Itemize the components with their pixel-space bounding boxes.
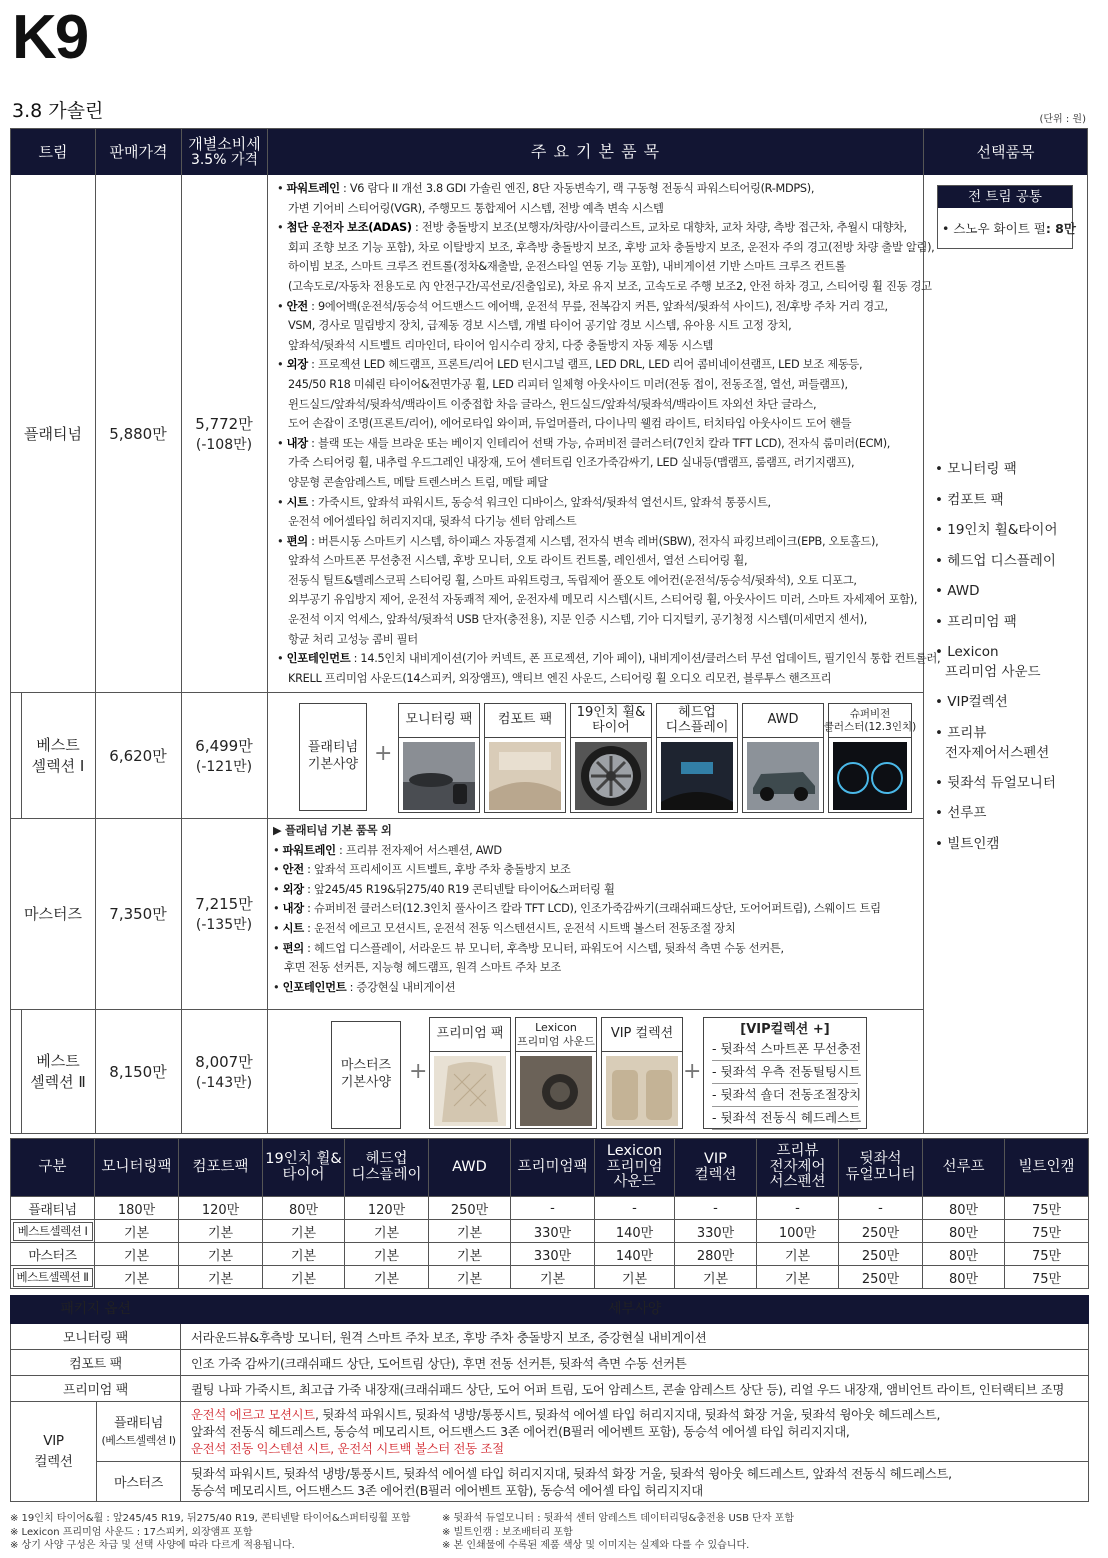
detail-col-header: 세부사양 xyxy=(181,1296,1089,1324)
feature-category: 인포테인먼트 xyxy=(282,980,347,994)
vip-masters-line2: 동승석 메모리시트, 어드밴스드 3존 에어컨(B필러 에어벤트 포함), 동승석 에어셀 타입 허리지지대 xyxy=(191,1482,703,1498)
vip-platinum-label xyxy=(97,1402,181,1462)
option-item: • 빌트인캠 xyxy=(935,835,1000,852)
monitoring-pack-detail: 서라운드뷰&후측방 모니터, 원격 스마트 주차 보조, 후방 주차 충돌방지 보조, 증강현실 내비게이션 xyxy=(181,1324,1089,1350)
tax-price-masters xyxy=(181,818,267,1009)
table-row xyxy=(11,1197,1089,1220)
table-cell: 기본 xyxy=(511,1266,595,1289)
price-value: 6,620만 xyxy=(109,746,167,765)
option-item: • 컴포트 팩 xyxy=(935,491,1004,508)
header-price-label: 판매가격 xyxy=(109,142,168,161)
table-cell: 75만 xyxy=(1005,1266,1089,1289)
table-cell: 250만 xyxy=(839,1243,923,1266)
feature-text: : 전방 충돌방지 보조(보행자/차량/사이클리스트, 교차로 대향차, 교차 차량, 측방 접근차, 추월시 대향차, xyxy=(411,221,907,235)
package-label: 슈퍼비전 클러스터(12.3인치) xyxy=(829,704,911,738)
price-best-selection-1 xyxy=(95,692,181,818)
tax-price-value: 8,007만 xyxy=(195,1052,253,1071)
header-options xyxy=(923,129,1087,175)
table-cell: 기본 xyxy=(345,1243,429,1266)
header-features xyxy=(267,129,923,175)
tax-diff: (-108만) xyxy=(195,437,253,453)
best-selection-2-packages xyxy=(331,1015,921,1133)
table-cell: 기본 xyxy=(345,1220,429,1243)
feature-line: 외부공기 유입방지 제어, 운전석 자동쾌적 제어, 운전자세 메모리 시스템(시트, 스티어링 휠, 아웃사이드 미러, 스마트 자세제어 포함), xyxy=(288,593,918,607)
comfort-pack-detail: 인조 가죽 감싸기(크래쉬패드 상단, 도어트림 상단), 후면 전동 선커튼, 뒷좌석 측면 수동 선커튼 xyxy=(181,1350,1089,1376)
table-cell: - xyxy=(595,1197,675,1220)
package-19inch-wheel xyxy=(570,703,652,813)
option-item: • 헤드업 디스플레이 xyxy=(935,552,1056,569)
trim-name-line1: 베스트 xyxy=(36,1052,80,1070)
vip-platinum-red-line: 운전석 전동 익스텐션 시트, 운전석 시트백 볼스터 전동 조절 xyxy=(191,1441,504,1456)
comfort-pack-image xyxy=(489,742,561,822)
table-cell: 기본 xyxy=(675,1266,757,1289)
price-value: 7,350만 xyxy=(109,905,167,923)
table-row xyxy=(11,1243,1089,1266)
awd-car-image xyxy=(747,742,819,822)
header-tax-price xyxy=(181,129,267,175)
option-item: • VIP컬렉션 xyxy=(935,694,1008,710)
tax-price-value: 7,215만 xyxy=(195,895,253,913)
package-label: VIP 컬렉션 xyxy=(602,1018,682,1052)
common-options-box xyxy=(937,185,1076,249)
feature-line: 하이빔 보조, 스마트 크루즈 컨트롤(정차&재출발, 운전스타일 연동 기능 포함), 내비게이션 기반 스마트 크루즈 컨트롤 xyxy=(288,260,846,274)
table-cell: 120만 xyxy=(179,1197,263,1220)
cluster-image xyxy=(833,742,907,822)
feature-line: 후면 전동 선커튼, 지능형 헤드램프, 원격 스마트 주차 보조 xyxy=(284,961,562,975)
vip-platinum-line1: , 뒷좌석 파워시트, 뒷좌석 냉방/통풍시트, 뒷좌석 에어셀 타입 허리지지대, 뒷좌석 화장 거울, 뒷좌석 윙아웃 헤드레스트, xyxy=(314,1407,941,1422)
vip-plus-list xyxy=(712,1038,862,1130)
option-item: • Lexicon xyxy=(935,644,999,660)
footnotes-right xyxy=(442,1512,1002,1553)
footnote: ※ Lexicon 프리미엄 사운드 : 17스피커, 외장앰프 포함 xyxy=(10,1526,253,1538)
feature-text: : V6 람다 II 개선 3.8 GDI 가솔린 엔진, 8단 자동변속기, 랙 구동형 전동식 파워스티어링(R-MDPS), xyxy=(339,182,815,195)
feature-text: : 앞245/45 R19&뒤275/40 R19 콘티넨탈 타이어&스퍼터링 휠 xyxy=(303,882,615,896)
spec-table xyxy=(10,128,1088,1134)
price-table-header: 구분 xyxy=(11,1139,95,1197)
vip-collection-label xyxy=(11,1402,97,1502)
feature-line: 가죽 스티어링 휠, 내추럴 우드그레인 내장재, 도어 센터트림 인조가죽감싸기, LED 실내등(맵램프, 룸램프, 러기지램프), xyxy=(288,456,855,470)
base-spec-line1: 플래티넘 xyxy=(307,740,359,756)
feature-category: 내장 xyxy=(282,902,304,916)
tax-diff: (-121만) xyxy=(195,758,253,775)
base-spec-line1: 마스터즈 xyxy=(340,1058,392,1074)
feature-line: • 편의 : 헤드업 디스플레이, 서라운드 뷰 모니터, 후측방 모니터, 파워도어 시스템, 뒷좌석 측면 수동 선커튼, xyxy=(273,941,784,955)
price-table-header: Lexicon 프리미엄 사운드 xyxy=(595,1139,675,1197)
table-cell: 280만 xyxy=(675,1243,757,1266)
table-cell: - xyxy=(675,1197,757,1220)
vip-masters-detail xyxy=(181,1462,1089,1502)
feature-category: 인포테인먼트 xyxy=(286,652,351,666)
package-awd xyxy=(742,703,824,813)
package-label: 컴포트 팩 xyxy=(485,704,565,738)
vip-platinum-line2: 앞좌석 전동식 헤드레스트, 동승석 메모리시트, 어드밴스드 3존 에어컨(B필러 에어벤트 포함), 동승석 에어셀 타입 허리지지대, xyxy=(191,1424,850,1439)
package-label: Lexicon 프리미엄 사운드 xyxy=(516,1018,596,1052)
footnote: ※ 본 인쇄물에 수록된 제품 색상 및 이미지는 실제와 다를 수 있습니다. xyxy=(442,1540,750,1551)
feature-text: : 프리뷰 전자제어 서스펜션, AWD xyxy=(335,843,502,857)
package-premium xyxy=(429,1017,511,1129)
common-option-item: • 스노우 화이트 펄 xyxy=(942,221,1046,236)
header-tax-line1: 개별소비세 xyxy=(188,134,261,153)
tax-price-best-selection-2 xyxy=(181,1009,267,1133)
package-label: 헤드업 디스플레이 xyxy=(657,704,737,738)
table-cell: 75만 xyxy=(1005,1220,1089,1243)
option-list xyxy=(935,459,1085,864)
table-cell: - xyxy=(757,1197,839,1220)
tax-diff: (-135만) xyxy=(195,917,253,933)
vip-plus-item: - 뒷좌석 스마트폰 무선충전 xyxy=(712,1038,858,1061)
table-cell: 기본 xyxy=(757,1243,839,1266)
feature-line: • 외장 : 프로젝션 LED 헤드램프, 프론트/리어 LED 턴시그널 램프, LED DRL, LED 리어 콤비네이션램프, LED 보조 제동등, xyxy=(277,358,863,372)
trim-name-line2: 셀렉션 Ⅰ xyxy=(31,757,85,775)
common-option-row xyxy=(938,208,1076,248)
price-masters xyxy=(95,818,181,1009)
package-label: 프리미엄 팩 xyxy=(430,1018,510,1052)
feature-category: 외장 xyxy=(286,358,308,372)
table-cell: 기본 xyxy=(429,1243,511,1266)
table-cell: 기본 xyxy=(95,1243,179,1266)
table-cell: 120만 xyxy=(345,1197,429,1220)
feature-line: 앞좌석/뒷좌석 시트벨트 리마인더, 타이어 임시수리 장치, 다중 충돌방지 자동 제동 시스템 xyxy=(288,338,714,352)
common-options-title: 전 트림 공통 xyxy=(938,186,1072,208)
option-item: • 모니터링 팩 xyxy=(935,461,1017,477)
wheel-image xyxy=(575,742,647,822)
platinum-feature-list xyxy=(277,179,941,688)
feature-line: • 안전 : 앞좌석 프리세이프 시트벨트, 후방 주차 충돌방지 보조 xyxy=(273,863,571,877)
table-cell: 기본 xyxy=(345,1266,429,1289)
price-table-header: 빌트인캠 xyxy=(1005,1139,1089,1197)
feature-category: 안전 xyxy=(286,299,308,313)
table-cell: 75만 xyxy=(1005,1197,1089,1220)
feature-text: : 운전석 에르고 모션시트, 운전석 전동 익스텐션시트, 운전석 시트백 볼스터 전동조절 장치 xyxy=(303,921,736,935)
plus-icon: + xyxy=(374,741,393,766)
vip-label-line2: 컬렉션 xyxy=(34,1453,73,1470)
table-cell: 기본 xyxy=(757,1266,839,1289)
section-title: 3.8 가솔린 xyxy=(12,100,104,122)
monitoring-pack-label: 모니터링 팩 xyxy=(11,1324,181,1350)
feature-line: 운전석 이지 억세스, 앞좌석/뒷좌석 USB 단자(충전용), 지문 인증 시스템, 기아 디지털키, 공기청정 시스템(미세먼지 센서), xyxy=(288,613,868,627)
table-row xyxy=(11,1220,1089,1243)
vip-plus-item: - 뒷좌석 우측 전동틸팅시트 xyxy=(712,1061,858,1084)
vip-plus-title: [VIP컬렉션 +] xyxy=(740,1022,830,1037)
trim-name: 플래티넘 xyxy=(24,425,82,443)
platinum-base-spec xyxy=(299,703,367,811)
table-cell: 140만 xyxy=(595,1220,675,1243)
feature-category: 파워트레인 xyxy=(286,182,340,195)
feature-category: 편의 xyxy=(286,534,308,548)
table-cell: 기본 xyxy=(95,1266,179,1289)
header-price xyxy=(95,129,181,175)
price-table-header: 프리미엄팩 xyxy=(511,1139,595,1197)
package-label: 모니터링 팩 xyxy=(399,704,479,738)
vip-platinum-detail xyxy=(181,1402,1089,1462)
option-item: • 뒷좌석 듀얼모니터 xyxy=(935,774,1056,791)
vip-plus-item: - 뒷좌석 전동식 헤드레스트 xyxy=(712,1107,858,1130)
table-cell: - xyxy=(511,1197,595,1220)
feature-line: 가변 기어비 스티어링(VGR), 주행모드 통합제어 시스템, 전방 예측 변속 시스템 xyxy=(288,201,664,215)
feature-text: : 가죽시트, 앞좌석 파워시트, 동승석 워크인 디바이스, 앞좌석/뒷좌석 열선시트, 앞좌석 통풍시트, xyxy=(307,495,771,509)
package-hud xyxy=(656,703,738,813)
option-item: 프리미엄 사운드 xyxy=(945,664,1041,680)
feature-line: • 인포테인먼트 : 증강현실 내비게이션 xyxy=(273,980,456,994)
table-row xyxy=(11,1266,1089,1289)
feature-category: 파워트레인 xyxy=(282,843,336,857)
table-cell: 기본 xyxy=(429,1266,511,1289)
package-vip xyxy=(601,1017,683,1129)
option-item: • 프리미엄 팩 xyxy=(935,613,1017,630)
package-lexicon xyxy=(515,1017,597,1129)
premium-seat-image xyxy=(434,1056,506,1136)
feature-category: 편의 xyxy=(282,941,304,955)
vip-platinum-label-line1: 플래티넘 xyxy=(113,1415,164,1431)
feature-text: : 버튼시동 스마트키 시스템, 하이패스 자동결제 시스템, 전자식 변속 레버(SBW), 전자식 파킹브레이크(EPB, 오토홀드), xyxy=(307,534,879,548)
feature-line: 전동식 틸트&텔레스코픽 스티어링 휠, 스마트 파워트렁크, 독립제어 풀오토 에어컨(운전석/동승석/뒷좌석), 오토 디포그, xyxy=(288,573,857,587)
table-cell: 330만 xyxy=(511,1243,595,1266)
table-cell: 기본 xyxy=(179,1220,263,1243)
vip-platinum-red-text: 운전석 에르고 모션시트 xyxy=(191,1407,315,1422)
feature-category: 외장 xyxy=(282,882,304,896)
feature-line: 양문형 콘솔암레스트, 메탈 트렌스버스 트림, 메탈 페달 xyxy=(288,475,548,489)
trim-name: 마스터즈 xyxy=(24,905,82,923)
feature-line: • 외장 : 앞245/45 R19&뒤275/40 R19 콘티넨탈 타이어&스퍼터링 휠 xyxy=(273,882,615,896)
comfort-pack-label: 컴포트 팩 xyxy=(11,1350,181,1376)
table-cell: 330만 xyxy=(511,1220,595,1243)
package-supervision-cluster xyxy=(823,703,917,813)
option-item: • 선루프 xyxy=(935,805,987,821)
vip-masters-line1: 뒷좌석 파워시트, 뒷좌석 냉방/통풍시트, 뒷좌석 에어셀 타입 허리지지대, 뒷좌석 화장 거울, 뒷좌석 윙아웃 헤드레스트, 앞좌석 전동식 헤드레스트, xyxy=(191,1465,952,1481)
feature-line: 245/50 R18 미쉐린 타이어&전면가공 휠, LED 리피터 일체형 아웃사이드 미러(전동 접이, 전동조절, 열선, 퍼들램프), xyxy=(288,377,848,391)
price-table-header: AWD xyxy=(429,1139,511,1197)
price-table-header: 뒷좌석 듀얼모니터 xyxy=(839,1139,923,1197)
table-cell: 기본 xyxy=(595,1266,675,1289)
price-table-header: 컴포트팩 xyxy=(179,1139,263,1197)
feature-category: 안전 xyxy=(282,863,304,877)
table-cell: 기본 xyxy=(263,1266,345,1289)
table-cell: 140만 xyxy=(595,1243,675,1266)
trim-best-selection-1 xyxy=(21,692,95,818)
table-cell: 기본 xyxy=(429,1220,511,1243)
vip-label-line1: VIP xyxy=(43,1433,64,1450)
feature-line: 항균 처리 고성능 콤비 필터 xyxy=(288,632,418,646)
feature-line: • 안전 : 9에어백(운전석/동승석 어드밴스드 에어백, 운전석 무릎, 전복감지 커튼, 앞좌석/뒷좌석 사이드), 전/후방 주차 거리 경고, xyxy=(277,299,888,313)
vip-platinum-label-line2: (베스트셀렉션 Ⅰ) xyxy=(101,1433,176,1447)
feature-text: : 슈퍼비전 클러스터(12.3인치 풀사이즈 칼라 TFT LCD), 인조가죽감싸기(크래쉬패드상단, 도어어퍼트림), 스웨이드 트림 xyxy=(303,902,881,916)
hud-image xyxy=(661,742,733,822)
feature-line: • 편의 : 버튼시동 스마트키 시스템, 하이패스 자동결제 시스템, 전자식 변속 레버(SBW), 전자식 파킹브레이크(EPB, 오토홀드), xyxy=(277,534,879,548)
table-cell: 80만 xyxy=(263,1197,345,1220)
price-table-header: 선루프 xyxy=(923,1139,1005,1197)
table-cell: 80만 xyxy=(923,1266,1005,1289)
tax-price-platinum xyxy=(181,175,267,692)
footnote: ※ 뒷좌석 듀얼모니터 : 뒷좌석 센터 암레스트 데이터리딩&충전용 USB 단자 포함 xyxy=(442,1513,794,1524)
package-label: AWD xyxy=(743,704,823,738)
row-label: 플래티넘 xyxy=(11,1197,95,1220)
brand-logo: K9 xyxy=(12,3,88,72)
tax-price-best-selection-1 xyxy=(181,692,267,818)
feature-text: : 앞좌석 프리세이프 시트벨트, 후방 주차 충돌방지 보조 xyxy=(303,863,571,877)
price-value: 5,880만 xyxy=(109,425,167,443)
feature-line: KRELL 프리미엄 사운드(14스피커, 외장앰프), 액티브 엔진 사운드, 스티어링 휠 오디오 리모컨, 블루투스 핸즈프리 xyxy=(288,671,832,685)
table-cell: 100만 xyxy=(757,1220,839,1243)
feature-line: • 첨단 운전자 보조(ADAS) : 전방 충돌방지 보조(보행자/차량/사이클리스트, 교차로 대향차, 교차 차량, 측방 접근차, 추월시 대향차, xyxy=(277,221,907,235)
feature-line: • 내장 : 블랙 또는 새들 브라운 또는 베이지 인테리어 선택 가능, 슈퍼비전 클러스터(7인치 칼라 TFT LCD), 전자식 룸미러(ECM), xyxy=(277,436,891,450)
feature-line: 운전석 에어셀타입 허리지지대, 뒷좌석 다기능 센터 암레스트 xyxy=(288,515,577,529)
feature-line: • 시트 : 가죽시트, 앞좌석 파워시트, 동승석 워크인 디바이스, 앞좌석/뒷좌석 열선시트, 앞좌석 통풍시트, xyxy=(277,495,771,509)
row-label: 베스트셀렉션 Ⅱ xyxy=(11,1266,95,1289)
unit-note: (단위 : 원) xyxy=(1039,114,1086,125)
feature-line: • 시트 : 운전석 에르고 모션시트, 운전석 전동 익스텐션시트, 운전석 시트백 볼스터 전동조절 장치 xyxy=(273,921,736,935)
trim-platinum xyxy=(11,175,95,692)
feature-heading: ▶ 플래티넘 기본 품목 외 xyxy=(273,824,392,837)
base-spec-line2: 기본사양 xyxy=(340,1075,392,1090)
price-table-header: 프리뷰 전자제어 서스펜션 xyxy=(757,1139,839,1197)
header-options-label: 선택품목 xyxy=(976,142,1035,161)
vip-seat-image xyxy=(606,1056,678,1136)
plus-icon: + xyxy=(409,1059,428,1084)
feature-line: • 파워트레인 : V6 람다 II 개선 3.8 GDI 가솔린 엔진, 8단 자동변속기, 랙 구동형 전동식 파워스티어링(R-MDPS), xyxy=(277,182,815,195)
tax-price-value: 5,772만 xyxy=(195,415,253,433)
package-comfort xyxy=(484,703,566,813)
price-best-selection-2 xyxy=(95,1009,181,1133)
header-trim-label: 트림 xyxy=(38,142,68,161)
feature-line: VSM, 경사로 밀림방지 장치, 급제동 경보 시스템, 개별 타이어 공기압 경보 시스템, 유아용 시트 고정 장치, xyxy=(288,319,792,333)
feature-text: : 9에어백(운전석/동승석 어드밴스드 에어백, 운전석 무릎, 전복감지 커튼, 앞좌석/뒷좌석 사이드), 전/후방 주차 거리 경고, xyxy=(307,299,888,313)
price-table-header: 모니터링팩 xyxy=(95,1139,179,1197)
price-table-header: VIP 컬렉션 xyxy=(675,1139,757,1197)
vip-plus-box xyxy=(703,1017,867,1129)
table-cell: 기본 xyxy=(95,1220,179,1243)
table-cell: 75만 xyxy=(1005,1243,1089,1266)
premium-pack-label: 프리미엄 팩 xyxy=(11,1376,181,1402)
feature-line: 도어 손잡이 조명(프론트/리어), 에어로타입 와이퍼, 듀얼머플러, 다이나믹 웰컴 라이트, 터치타입 아웃사이드 도어 핸들 xyxy=(288,417,852,431)
package-detail-table xyxy=(10,1295,1089,1502)
masters-base-spec xyxy=(331,1021,401,1129)
trim-masters xyxy=(11,818,95,1009)
premium-pack-detail: 퀼팅 나파 가죽시트, 최고급 가죽 내장재(크래쉬패드 상단, 도어 어퍼 트림, 도어 암레스트, 콘솔 암레스트 상단 등), 리얼 우드 내장재, 앰비언트 라이트, 인터랙티브 조명 xyxy=(181,1376,1089,1402)
feature-category: 첨단 운전자 보조(ADAS) xyxy=(286,221,412,235)
option-item: • 프리뷰 xyxy=(935,724,987,741)
table-cell: 80만 xyxy=(923,1243,1005,1266)
feature-text: : 블랙 또는 새들 브라운 또는 베이지 인테리어 선택 가능, 슈퍼비전 클러스터(7인치 칼라 TFT LCD), 전자식 룸미러(ECM), xyxy=(307,436,891,450)
feature-line: • 파워트레인 : 프리뷰 전자제어 서스펜션, AWD xyxy=(273,843,502,857)
option-item: • AWD xyxy=(935,583,980,599)
base-spec-line2: 기본사양 xyxy=(307,757,359,772)
common-option-price: : 8만 xyxy=(1045,221,1076,236)
trim-best-selection-2 xyxy=(21,1009,95,1133)
table-cell: 기본 xyxy=(263,1243,345,1266)
masters-feature-list xyxy=(273,821,919,997)
feature-text: : 증강현실 내비게이션 xyxy=(346,980,456,994)
option-price-table xyxy=(10,1138,1089,1289)
table-cell: 250만 xyxy=(839,1220,923,1243)
feature-text: : 헤드업 디스플레이, 서라운드 뷰 모니터, 후측방 모니터, 파워도어 시스템, 뒷좌석 측면 수동 선커튼, xyxy=(303,941,784,955)
vip-masters-label: 마스터즈 xyxy=(97,1462,181,1502)
table-cell: 기본 xyxy=(179,1243,263,1266)
table-cell: 180만 xyxy=(95,1197,179,1220)
trim-name-line2: 셀렉션 Ⅱ xyxy=(30,1073,86,1091)
feature-text: : 프로젝션 LED 헤드램프, 프론트/리어 LED 턴시그널 램프, LED DRL, LED 리어 콤비네이션램프, LED 보조 제동등, xyxy=(307,358,863,372)
header-tax-line2: 3.5% 가격 xyxy=(190,151,259,168)
plus-icon: + xyxy=(683,1059,702,1084)
footnote: ※ 상기 사양 구성은 차급 및 선택 사양에 따라 다르게 적용됩니다. xyxy=(10,1540,295,1551)
table-cell: 기본 xyxy=(179,1266,263,1289)
feature-line: 회피 조향 보조 기능 포함), 차로 이탈방지 보조, 후측방 충돌방지 보조, 후방 교차 충돌방지 보조, 운전자 주의 경고(전방 차량 출발 알림), xyxy=(288,240,935,254)
table-cell: 기본 xyxy=(263,1220,345,1243)
vip-plus-item: - 뒷좌석 숄더 전동조절장치 xyxy=(712,1084,858,1107)
feature-category: 시트 xyxy=(286,495,308,509)
speaker-image xyxy=(520,1056,592,1136)
price-table-header: 헤드업 디스플레이 xyxy=(345,1139,429,1197)
feature-line: • 인포테인먼트 : 14.5인치 내비게이션(기아 커넥트, 폰 프로젝션, 기아 페이), 내비게이션/클러스터 무선 업데이트, 필기인식 통합 컨트롤러, xyxy=(277,652,941,666)
package-label: 19인치 휠& 타이어 xyxy=(571,704,651,738)
header-trim xyxy=(11,129,95,175)
table-cell: 250만 xyxy=(839,1266,923,1289)
price-platinum xyxy=(95,175,181,692)
footnote: ※ 19인치 타이어&휠 : 앞245/45 R19, 뒤275/40 R19, 콘티넨탈 타이어&스퍼터링휠 포함 xyxy=(10,1513,411,1524)
price-table-header: 19인치 휠& 타이어 xyxy=(263,1139,345,1197)
feature-line: 앞좌석 스마트폰 무선충전 시스템, 후방 모니터, 오토 라이트 컨트롤, 레인센서, 열선 스티어링 휠, xyxy=(288,554,748,568)
row-label: 베스트셀렉션 Ⅰ xyxy=(11,1220,95,1243)
feature-text: : 14.5인치 내비게이션(기아 커넥트, 폰 프로젝션, 기아 페이), 내비게이션/클러스터 무선 업데이트, 필기인식 통합 컨트롤러, xyxy=(350,652,941,666)
feature-line: (고속도로/자동차 전용도로 內 안전구간/곡선로/진출입로), 차로 유지 보조, 고속도로 주행 보조2, 안전 하차 경고, 스티어링 휠 진동 경고 xyxy=(288,279,932,293)
feature-line: • 내장 : 슈퍼비전 클러스터(12.3인치 풀사이즈 칼라 TFT LCD), 인조가죽감싸기(크래쉬패드상단, 도어어퍼트림), 스웨이드 트림 xyxy=(273,902,881,916)
option-item: 전자제어서스펜션 xyxy=(945,744,1050,761)
price-value: 8,150만 xyxy=(109,1062,167,1081)
table-cell: 80만 xyxy=(923,1197,1005,1220)
feature-category: 내장 xyxy=(286,436,308,450)
tax-price-value: 6,499만 xyxy=(195,736,253,755)
package-monitoring xyxy=(398,703,480,813)
best-selection-1-packages xyxy=(299,703,919,813)
table-cell: 250만 xyxy=(429,1197,511,1220)
table-cell: 80만 xyxy=(923,1220,1005,1243)
table-cell: 330만 xyxy=(675,1220,757,1243)
row-label: 마스터즈 xyxy=(11,1243,95,1266)
feature-category: 시트 xyxy=(282,921,304,935)
package-col-header: 패키지 옵션 xyxy=(11,1296,181,1324)
header-features-label: 주 요 기 본 품 목 xyxy=(530,142,661,162)
table-cell: - xyxy=(839,1197,923,1220)
monitoring-pack-image xyxy=(403,742,475,822)
footnote: ※ 빌트인캠 : 보조배터리 포함 xyxy=(442,1526,573,1538)
tax-diff: (-143만) xyxy=(195,1074,253,1091)
option-item: • 19인치 휠&타이어 xyxy=(935,522,1058,538)
feature-line: 윈드실드/앞좌석/뒷좌석/백라이트 이중접합 차음 글라스, 윈드실드/앞좌석/뒷좌석/백라이트 자외선 차단 글라스, xyxy=(288,397,817,411)
trim-name-line1: 베스트 xyxy=(36,736,80,754)
